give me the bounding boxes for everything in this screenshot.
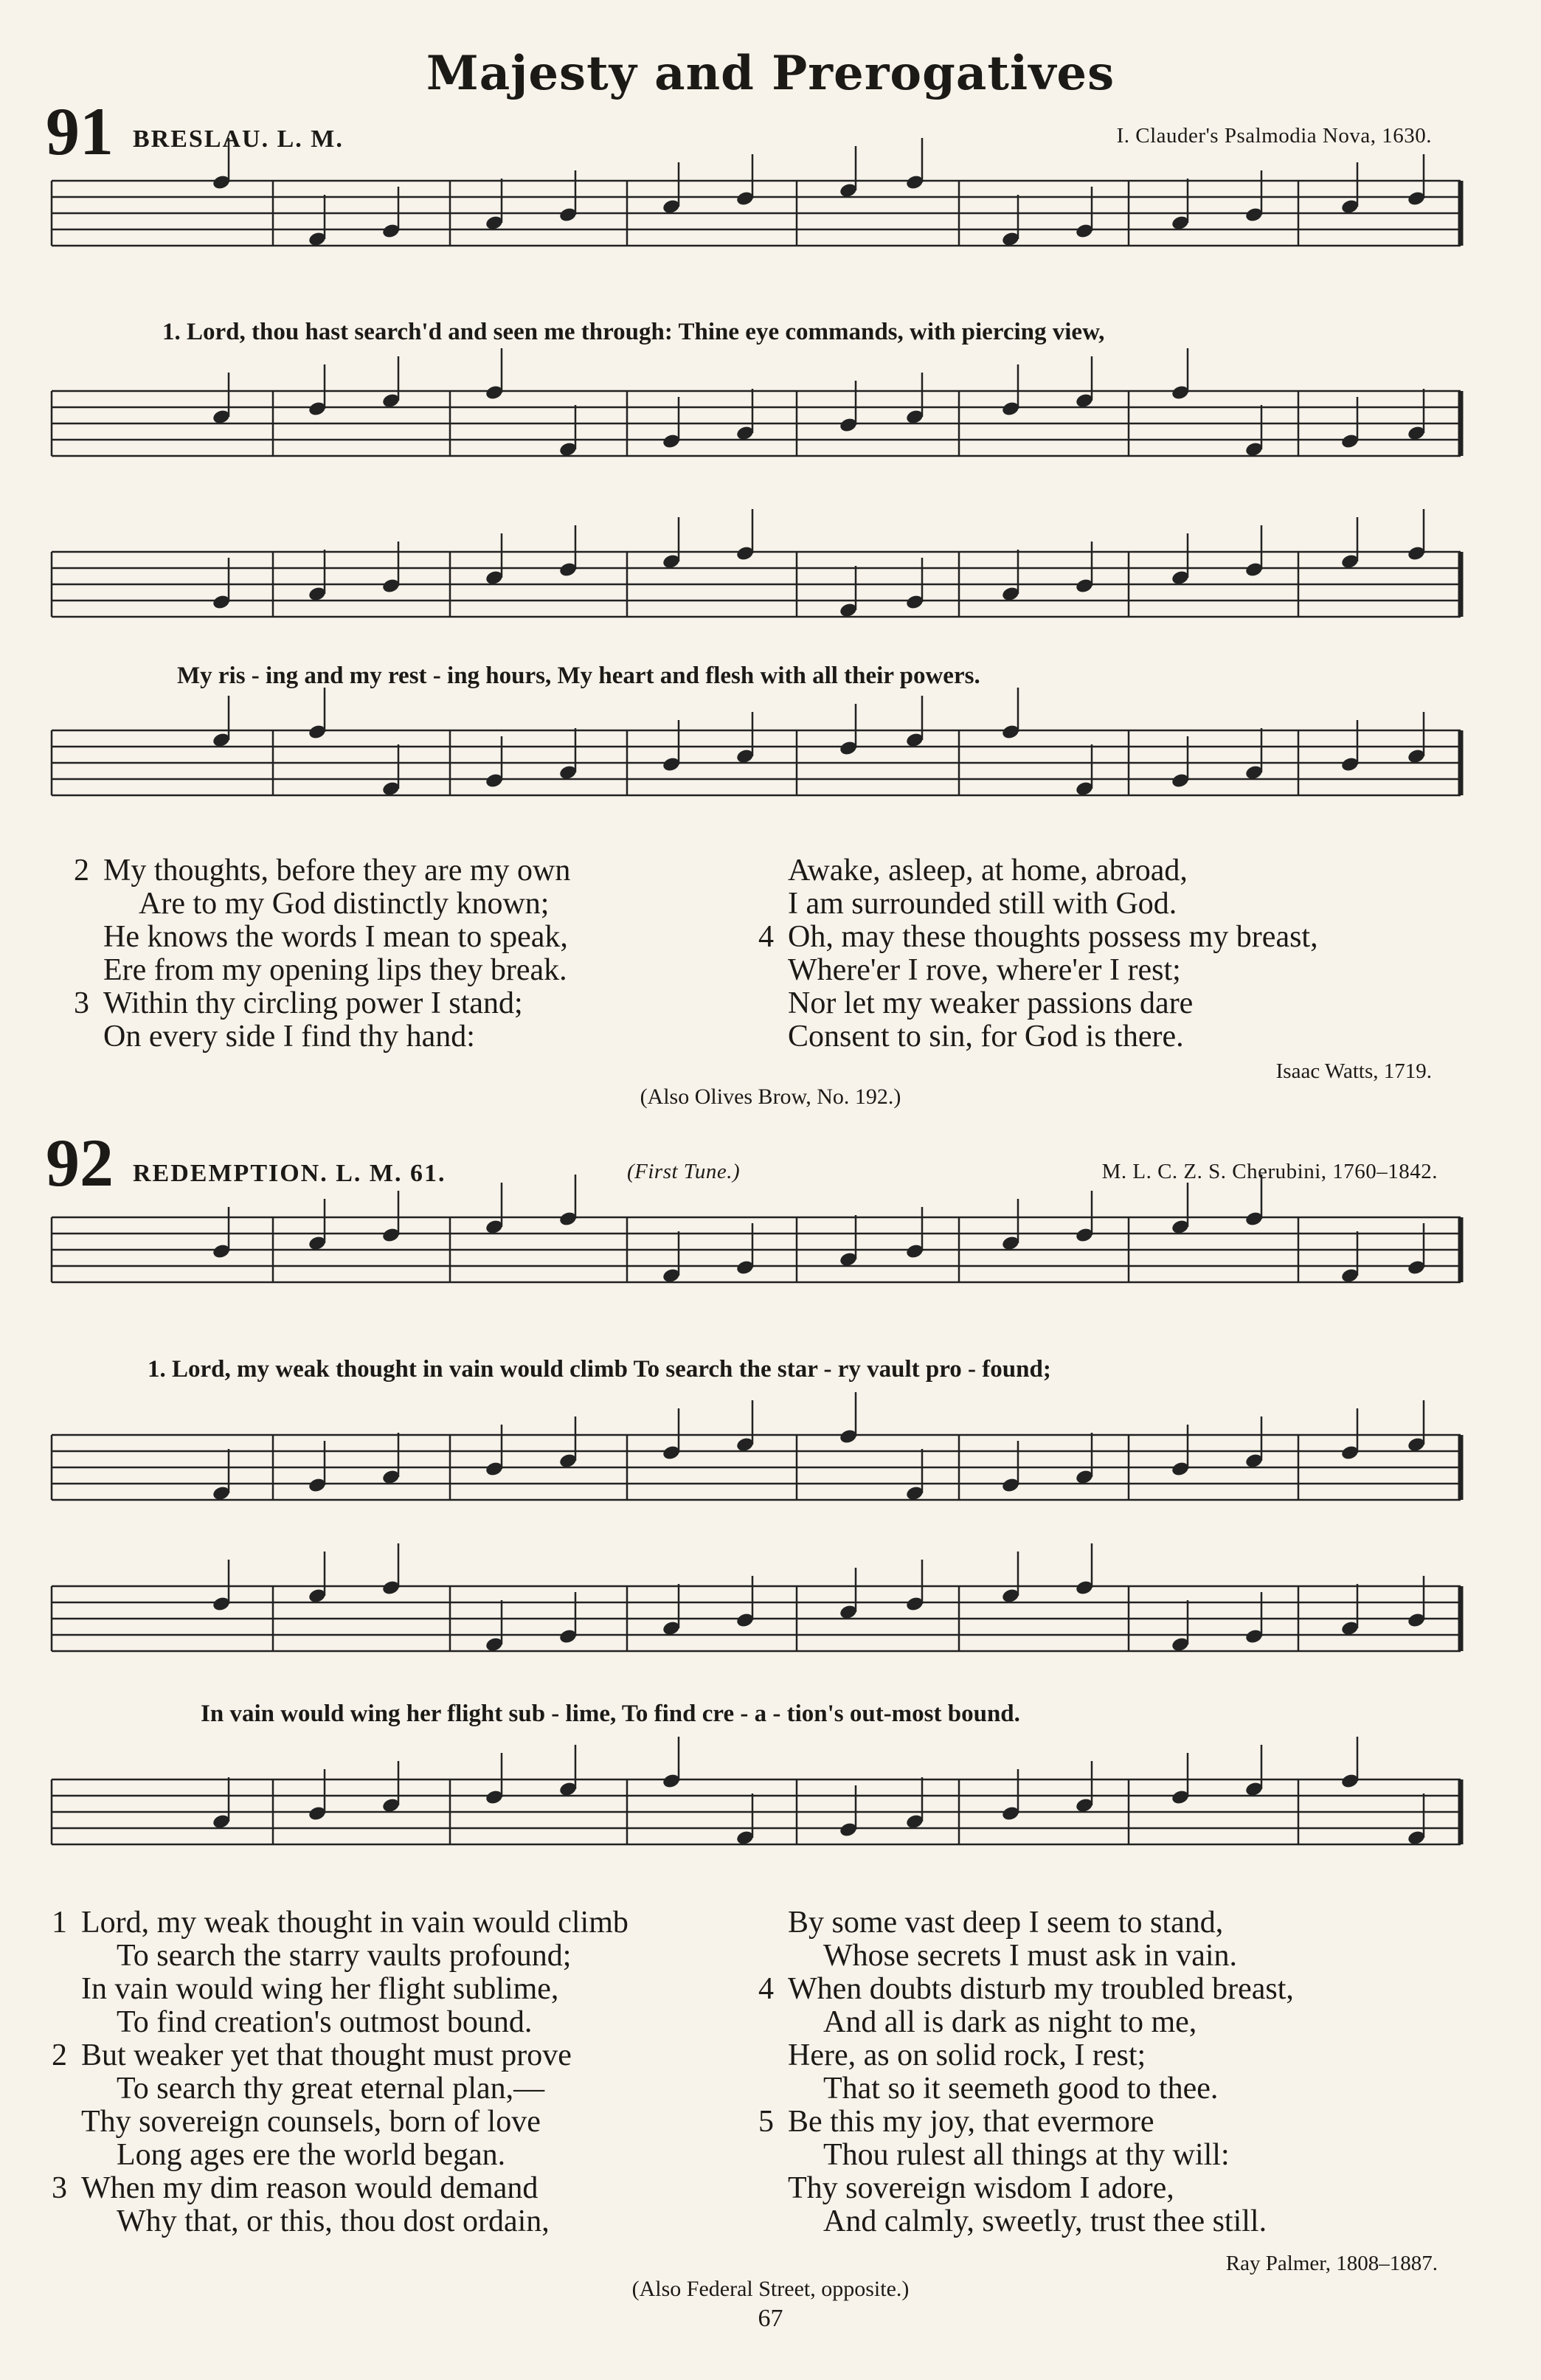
verse-line: Why that, or this, thou dost ordain, [117,2204,550,2238]
hymn-number: 91 [46,94,114,169]
bass-staff [52,1435,1461,1516]
page-title: Majesty and Prerogatives [426,46,1115,101]
lyric-line: In vain would wing her flight sub - lime, To find cre - a - tion's out-most bound. [201,1701,1020,1727]
verse-line: Whose secrets I must ask in vain. [823,1939,1238,1973]
verse-line: I am surrounded still with God. [788,887,1177,921]
verse-line: Thy sovereign wisdom I adore, [788,2171,1174,2205]
verse-line: In vain would wing her flight sublime, [81,1972,559,2006]
author-credit: Isaac Watts, 1719. [1275,1059,1432,1083]
lyric-line: 1. Lord, thou hast search'd and seen me through: Thine eye commands, with piercing view, [162,319,1105,345]
verse-line: To search the starry vaults profound; [117,1939,572,1973]
bass-staff [52,1779,1461,1861]
alternate-tune-note: (Also Federal Street, opposite.) [631,2277,910,2301]
verses-left [74,854,570,1054]
tune-note: (First Tune.) [627,1160,741,1183]
verse-line: To search thy great eternal plan,— [117,2072,545,2106]
verse-line: Nor let my weaker passions dare [788,986,1194,1020]
verse-line: 3 Within thy circling power I stand; [74,986,523,1020]
verse-line: 4 Oh, may these thoughts possess my breast, [758,920,1318,954]
verses-right [758,1906,1294,2238]
verse-line: Consent to sin, for God is there. [788,1020,1184,1054]
verse-line: Thy sovereign counsels, born of love [81,2105,541,2139]
verse-line: Are to my God distinctly known; [139,887,550,921]
tune-name: REDEMPTION. L. M. 61. [133,1160,446,1187]
verse-line: 1 Lord, my weak thought in vain would climb [52,1906,628,1940]
verse-line: Ere from my opening lips they break. [103,953,567,987]
verse-line: Where'er I rove, where'er I rest; [788,953,1181,987]
verses-right [758,854,1318,1054]
verse-line: 2 My thoughts, before they are my own [74,854,571,888]
treble-staff [52,1586,1461,1667]
bass-staff [52,730,1461,812]
verse-line: 3 When my dim reason would demand [52,2171,539,2205]
verse-line: That so it seemeth good to thee. [823,2072,1219,2106]
bass-staff [52,391,1461,472]
composer-credit: I. Clauder's Psalmodia Nova, 1630. [1116,124,1432,148]
verse-line: Awake, asleep, at home, abroad, [788,854,1188,888]
lyric-line: 1. Lord, my weak thought in vain would climb To search the star - ry vault pro - found; [148,1356,1051,1383]
verses-left [52,1906,628,2238]
verse-line: And calmly, sweetly, trust thee still. [823,2204,1267,2238]
treble-staff [52,1217,1461,1298]
treble-staff [52,181,1461,262]
treble-staff [52,552,1461,633]
verse-line: And all is dark as night to me, [823,2005,1197,2039]
verse-line: 2 But weaker yet that thought must prove [52,2038,572,2072]
verse-line: 5 Be this my joy, that evermore [758,2105,1154,2139]
verse-line: He knows the words I mean to speak, [103,920,568,954]
verse-line: Here, as on solid rock, I rest; [788,2038,1146,2072]
tune-name: BRESLAU. L. M. [133,125,344,153]
verse-line: To find creation's outmost bound. [117,2005,533,2039]
composer-credit: M. L. C. Z. S. Cherubini, 1760–1842. [1101,1160,1438,1183]
verse-line: Thou rulest all things at thy will: [823,2138,1230,2172]
page-number: 67 [758,2305,783,2332]
verse-line: 4 When doubts disturb my troubled breast, [758,1972,1294,2006]
verse-line: On every side I find thy hand: [103,1020,475,1054]
lyric-line: My ris - ing and my rest - ing hours, My heart and flesh with all their powers. [177,663,980,689]
author-credit: Ray Palmer, 1808–1887. [1225,2252,1438,2275]
alternate-tune-note: (Also Olives Brow, No. 192.) [640,1085,901,1109]
hymn-number: 92 [46,1125,114,1200]
verse-line: Long ages ere the world began. [117,2138,506,2172]
verse-line: By some vast deep I seem to stand, [788,1906,1224,1940]
